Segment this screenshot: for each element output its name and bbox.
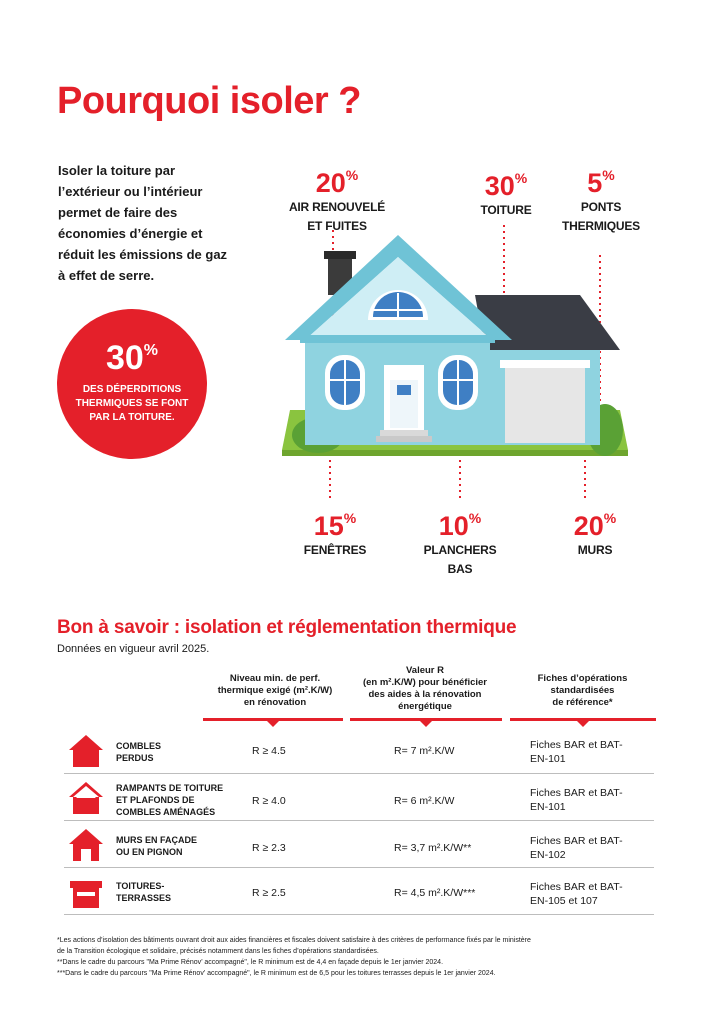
table-row: [64, 775, 654, 821]
callout-value: 30%: [105, 339, 159, 377]
murs-icon: [68, 828, 104, 862]
section-subtitle: Données en vigueur avril 2025.: [57, 643, 210, 655]
stat-murs: 20% MURS: [573, 510, 617, 557]
niveau-value: R ≥ 2.5: [252, 887, 286, 899]
valeur-value: R= 3,7 m².K/W**: [394, 842, 472, 854]
intro-text: Isoler la toiture par l’extérieur ou l’intérieur permet de faire des économies d’énergie et réduit les émissions de gaz à effet de serre.: [58, 163, 228, 283]
header-valeur: Valeur R (en m².K/W) pour bénéficier des aides à la rénovation énergétique: [362, 665, 488, 712]
niveau-value: R ≥ 4.5: [252, 745, 286, 757]
fiches-value: Fiches BAR et BAT- EN-102: [530, 835, 623, 861]
stat-toiture: 30% TOITURE: [480, 170, 532, 217]
header-niveau: Niveau min. de perf. thermique exigé (m².K/W) en rénovation: [217, 673, 333, 708]
section-title: Bon à savoir : isolation et réglementation thermique: [57, 617, 517, 638]
header-pointer: [420, 721, 432, 727]
stat-air: 20% AIR RENOUVELÉ ET FUITES: [288, 167, 386, 233]
fiches-value: Fiches BAR et BAT- EN-105 et 107: [530, 881, 623, 907]
header-pointer: [577, 721, 589, 727]
header-pointer: [267, 721, 279, 727]
toiture-terrasse-icon: [68, 875, 104, 909]
valeur-value: R= 6 m².K/W: [394, 795, 455, 807]
table-row: [64, 869, 654, 915]
rampants-icon: [68, 781, 104, 815]
stat-ponts: 5% PONTS THERMIQUES: [561, 167, 640, 233]
fiches-value: Fiches BAR et BAT- EN-101: [530, 787, 623, 813]
stat-fenetres: 15% FENÊTRES: [303, 510, 367, 557]
row-label: COMBLES PERDUS: [116, 741, 161, 763]
fiches-value: Fiches BAR et BAT- EN-101: [530, 739, 623, 765]
house-illustration: [280, 215, 630, 525]
niveau-value: R ≥ 2.3: [252, 842, 286, 854]
niveau-value: R ≥ 4.0: [252, 795, 286, 807]
header-fiches: Fiches d’opérations standardisées de référence*: [537, 673, 628, 708]
row-label: TOITURES- TERRASSES: [116, 881, 172, 903]
row-label: RAMPANTS DE TOITURE ET PLAFONDS DE COMBLES AMÉNAGÉS: [116, 783, 224, 817]
table-row: [64, 728, 654, 774]
row-label: MURS EN FAÇADE OU EN PIGNON: [116, 835, 198, 857]
callout-text: DES DÉPERDITIONS THERMIQUES SE FONT PAR LA TOITURE.: [75, 384, 189, 423]
footnotes: *Les actions d’isolation des bâtiments ouvrant droit aux aides financières et fiscales doivent satisfaire à des critères de performance fixés par le ministère de la Transition écologique et solidaire, précisés notamment dans les fiches d’opérations standardisées. **Dans le cadre du parcours "Ma Prime Rénov’ accompagné", le R minimum est de 4,4 en façade depuis le 1er janvier 2024. ***Dans le cadre du parcours "Ma Prime Rénov’ accompagné", le R minimum est de 6,5 pour les toitures terrasses depuis le 1er janvier 2024.: [57, 937, 531, 977]
valeur-value: R= 4,5 m².K/W***: [394, 887, 476, 899]
roof-loss-callout: [57, 309, 207, 459]
table-row: [64, 822, 654, 868]
page-title: Pourquoi isoler ?: [57, 80, 361, 122]
combles-icon: [68, 734, 104, 768]
stat-planchers: 10% PLANCHERS BAS: [423, 510, 497, 576]
valeur-value: R= 7 m².K/W: [394, 745, 455, 757]
